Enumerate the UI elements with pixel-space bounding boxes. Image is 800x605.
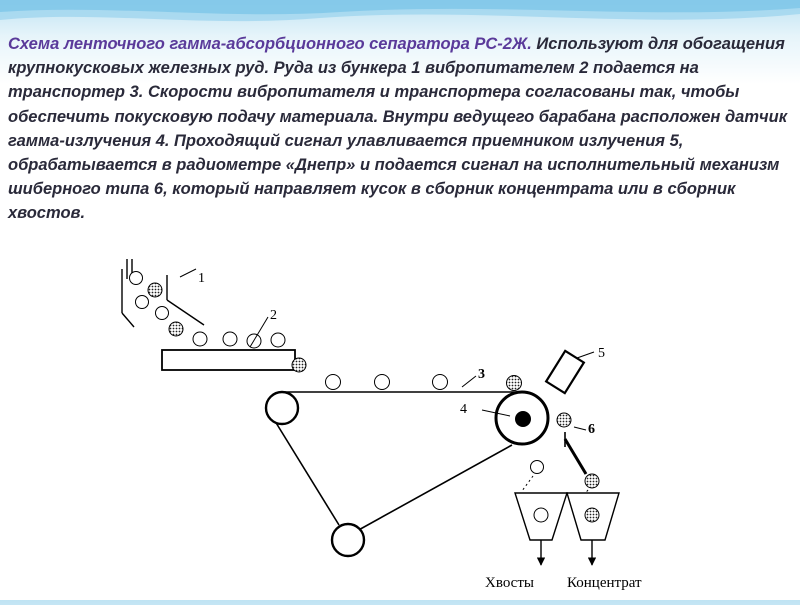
label-concentrate: Концентрат (567, 575, 642, 591)
ore-lump-rich (585, 474, 599, 488)
conveyor-belt (270, 392, 520, 532)
ore-lump (136, 296, 149, 309)
gamma-sensor (515, 411, 531, 427)
slide-description (8, 32, 792, 226)
vibrofeeder (162, 350, 295, 370)
label-bunker: 1 (198, 271, 205, 286)
ore-lump-rich (169, 322, 183, 336)
ore-lump-rich (585, 508, 599, 522)
ore-lump (156, 307, 169, 320)
leader-line-3 (462, 376, 476, 387)
label-conveyor: 3 (478, 367, 485, 382)
tail-drum (266, 392, 298, 424)
tailings-bin (515, 493, 567, 565)
label-gamma-sensor: 4 (460, 402, 467, 417)
label-gate: 6 (588, 422, 595, 437)
leader-line-5 (577, 352, 594, 358)
ore-lump (534, 508, 548, 522)
ore-lump-rich (148, 283, 162, 297)
label-tailings: Хвосты (485, 575, 534, 591)
ore-lump (223, 332, 237, 346)
ore-lump (326, 375, 341, 390)
ore-lump (271, 333, 285, 347)
separator-scheme (112, 255, 692, 600)
ore-lump (433, 375, 448, 390)
slide-title: Схема ленточного гамма-абсорбционного сепаратора РС-2Ж. (8, 35, 532, 53)
ore-lump (531, 461, 544, 474)
ore-lump-rich (292, 358, 306, 372)
ore-lump (375, 375, 390, 390)
label-vibrofeeder: 2 (270, 308, 277, 323)
leader-line-6 (574, 427, 586, 430)
slide-body: Используют для обогащения крупнокусковых железных руд. Руда из бункера 1 вибропитателем 2 подается на транспортер 3. Скорости вибропитателя и транспортера согласованы так, чтобы обеспечить покусковую подачу материала. Внутри ведущего барабана расположен датчик гамма-излучения 4. Проходящий сигнал улавливается приемником излучения 5, обрабатывается в радиометре «Днепр» и подается сигнал на исполнительный механизм шиберного типа 6, который направляет кусок в сборник концентрата или в сборник хвостов. (8, 35, 788, 223)
ore-lump (130, 272, 143, 285)
separator-diagram (112, 255, 692, 600)
tailings-trajectory (522, 476, 533, 491)
ore-lump-rich (557, 413, 571, 427)
ore-lump-rich (507, 376, 522, 391)
tension-drum (332, 524, 364, 556)
label-receiver: 5 (598, 346, 605, 361)
concentrate-bin (567, 493, 619, 565)
gate-flap (565, 439, 586, 474)
leader-line-1 (180, 269, 196, 277)
ore-lump (193, 332, 207, 346)
